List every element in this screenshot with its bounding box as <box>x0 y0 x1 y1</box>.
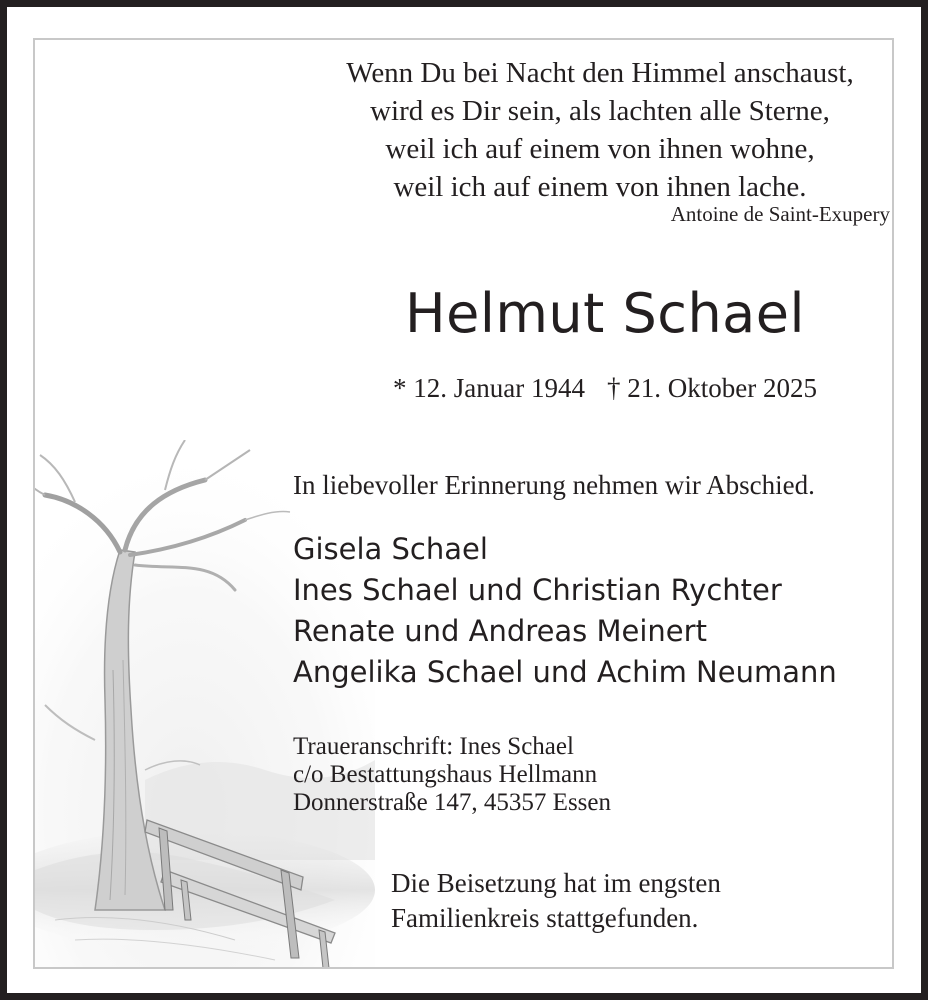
poem-line: weil ich auf einem von ihnen wohne, <box>385 133 815 165</box>
death-date: † 21. Oktober 2025 <box>606 373 817 403</box>
address-line: Traueranschrift: Ines Schael <box>293 733 574 760</box>
poem-line: Wenn Du bei Nacht den Himmel anschaust, <box>346 57 854 89</box>
burial-note-line: Familienkreis stattgefunden. <box>391 903 699 933</box>
poem-line: weil ich auf einem von ihnen lache. <box>393 171 807 203</box>
tree-bench-illustration <box>35 440 375 969</box>
birth-date: * 12. Januar 1944 <box>393 373 585 403</box>
life-dates <box>305 373 894 404</box>
address-line: c/o Bestattungshaus Hellmann <box>293 761 598 788</box>
address-line: Donnerstraße 147, 45357 Essen <box>293 789 611 816</box>
deceased-name: Helmut Schael <box>404 282 805 345</box>
mourner-name: Ines Schael und Christian Rychter <box>293 573 782 607</box>
poem <box>305 54 894 206</box>
burial-note <box>391 866 721 936</box>
mourner-name: Gisela Schael <box>293 532 488 566</box>
poem-line: wird es Dir sein, als lachten alle Sterne, <box>370 95 830 127</box>
mourning-address <box>293 733 611 817</box>
mourners-list <box>293 529 837 693</box>
farewell-text: In liebevoller Erinnerung nehmen wir Abschied. <box>293 470 815 500</box>
poem-attribution: Antoine de Saint-Exupery <box>670 202 890 226</box>
mourner-name: Renate und Andreas Meinert <box>293 614 707 648</box>
mourner-name: Angelika Schael und Achim Neumann <box>293 655 837 689</box>
burial-note-line: Die Beisetzung hat im engsten <box>391 868 721 898</box>
obituary-frame <box>33 38 894 969</box>
